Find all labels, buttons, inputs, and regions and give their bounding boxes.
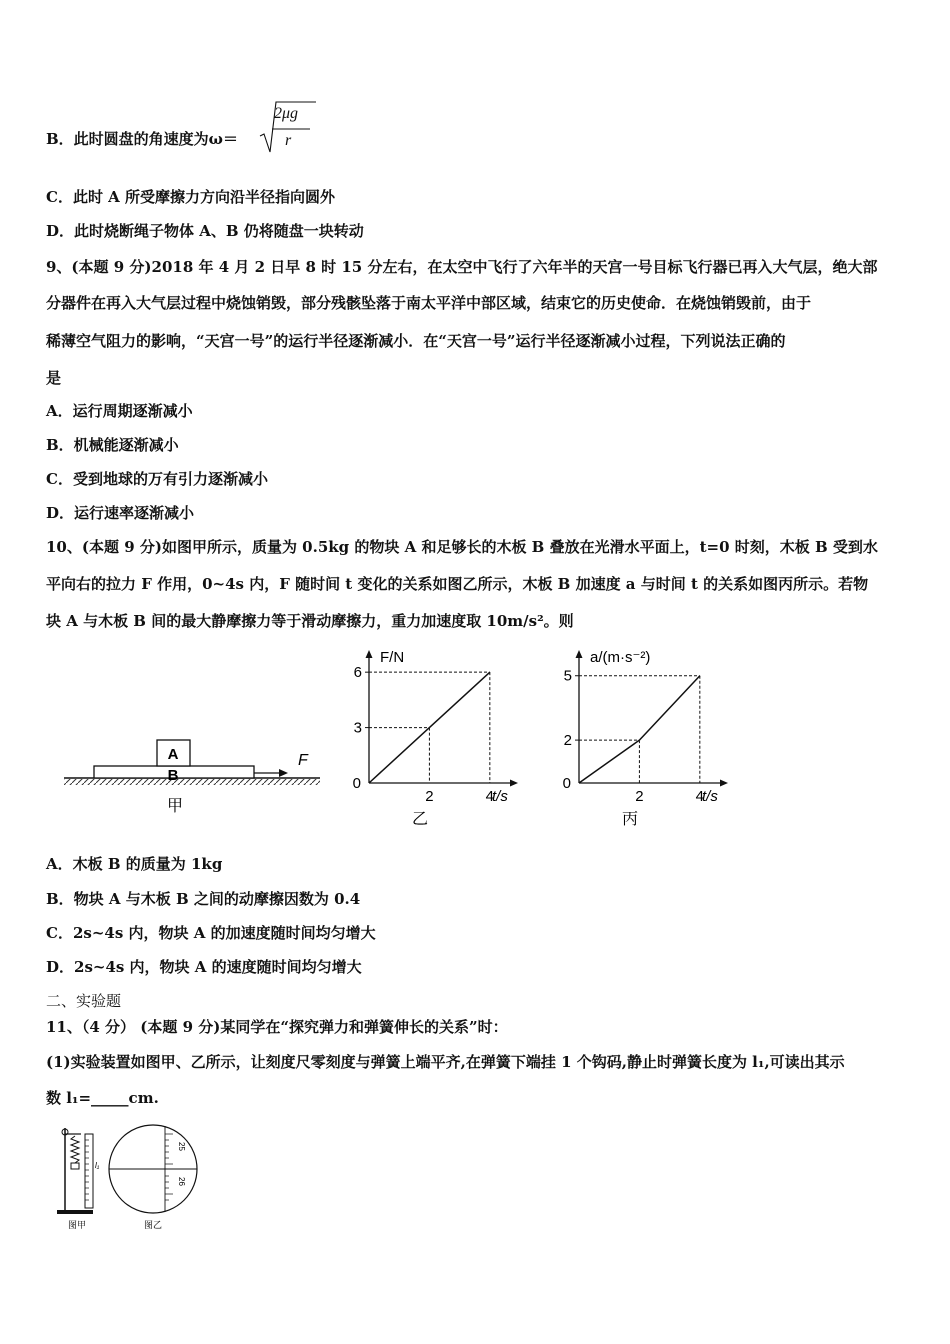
ruler-ticks — [85, 1140, 89, 1200]
chart-bing-origin: 0 — [562, 775, 571, 792]
spring — [71, 1136, 79, 1163]
q9-stem-line4: 是 — [46, 369, 62, 387]
magnifier-scale-26: 26 — [177, 1177, 186, 1186]
force-arrowhead — [279, 769, 288, 777]
chart-bing-ytick-label-5: 5 — [563, 667, 572, 685]
q8-option-d: D．此时烧断绳子物体 A、B 仍将随盘一块转动 — [46, 222, 364, 240]
section-title-experiment: 二、实验题 — [46, 992, 122, 1010]
q9-stem-line1: 9、(本题 9 分)2018 年 4 月 2 日早 8 时 15 分左右，在太空中飞行了六年半的天宫一号目标飞行器已再入大气层，绝大部 — [46, 258, 878, 276]
q9-option-a: A．运行周期逐渐减小 — [46, 402, 193, 420]
chart-yi-xtick-label-2: 2 — [425, 788, 434, 805]
q10-stem-line3: 块 A 与木板 B 间的最大静摩擦力等于滑动摩擦力，重力加速度取 10m/s²。则 — [46, 612, 574, 630]
chart-bing-series-segment-1 — [579, 740, 639, 783]
ground-hatch — [64, 779, 320, 785]
chart-yi-ytick-label-6: 6 — [353, 664, 362, 682]
fig-label-jia: 图甲 — [67, 1220, 87, 1230]
chart-yi-f-vs-t — [340, 640, 540, 830]
chart-yi-origin: 0 — [352, 775, 361, 792]
stand-base — [57, 1210, 93, 1214]
board-b-label: B — [167, 767, 179, 784]
chart-bing-xlabel: t/s — [702, 788, 718, 805]
force-label: F — [298, 752, 308, 769]
q10-option-a: A．木板 B 的质量为 1kg — [46, 855, 223, 873]
chart-bing-y-arrow — [576, 650, 583, 658]
chart-bing-ylabel: a/(m·s⁻²) — [590, 649, 651, 666]
q9-option-d: D．运行速率逐渐减小 — [46, 504, 195, 522]
chart-yi-ylabel: F/N — [380, 649, 405, 666]
q9-stem-line2: 分器件在再入大气层过程中烧蚀销毁，部分残骸坠落于南太平洋中部区域，结束它的历史使命．在烧蚀销毁前，由于 — [46, 294, 812, 312]
q10-option-d: D．2s~4s 内，物块 A 的速度随时间均匀增大 — [46, 958, 362, 976]
q10-option-c: C．2s~4s 内，物块 A 的加速度随时间均匀增大 — [46, 924, 376, 942]
q8-option-b — [46, 128, 238, 149]
fig-label-yi: 图乙 — [143, 1220, 163, 1230]
q8-option-b-text: B．此时圆盘的角速度为ω＝ — [46, 130, 238, 148]
chart-yi-x-arrow — [510, 780, 518, 787]
chart-yi-xlabel: t/s — [492, 788, 508, 805]
q9-option-b: B．机械能逐渐减小 — [46, 436, 179, 454]
chart-yi-series-segment-1 — [369, 728, 429, 783]
magnifier-scale-25: 25 — [177, 1142, 186, 1151]
q8-sqrt-numerator: 2μg — [274, 105, 299, 122]
vertical-ruler — [85, 1134, 93, 1208]
chart-bing-caption: 丙 — [621, 811, 639, 828]
q8-option-c: C．此时 A 所受摩擦力方向沿半径指向圆外 — [46, 188, 336, 206]
magnifier-ticks — [165, 1134, 173, 1200]
q8-sqrt-denominator: r — [285, 132, 292, 149]
chart-yi-series-segment-2 — [429, 672, 489, 727]
chart-yi-y-arrow — [366, 650, 373, 658]
chart-bing-a-vs-t — [550, 640, 750, 830]
q11-stem-line3: 数 l₁=_____cm. — [46, 1089, 159, 1107]
q10-stem-line1: 10、(本题 9 分)如图甲所示，质量为 0.5kg 的物块 A 和足够长的木板 B 叠放在光滑水平面上，t=0 时刻，木板 B 受到水 — [46, 538, 878, 556]
figure-jia-caption: 甲 — [166, 798, 184, 815]
chart-yi-ytick-label-3: 3 — [353, 719, 362, 737]
figure-jia — [60, 735, 330, 820]
chart-yi-xtick-label-4: 4 — [485, 788, 495, 805]
figure-spring-apparatus — [55, 1122, 215, 1232]
chart-yi-caption: 乙 — [411, 811, 429, 828]
q9-stem-line3: 稀薄空气阻力的影响，“天宫一号”的运行半径逐渐减小．在“天宫一号”运行半径逐渐减小过程，下列说法正确的 — [46, 332, 786, 350]
q8-sqrt-formula — [258, 98, 318, 158]
chart-bing-series-segment-2 — [639, 676, 699, 740]
q10-stem-line2: 平向右的拉力 F 作用，0~4s 内，F 随时间 t 变化的关系如图乙所示，木板 B 加速度 a 与时间 t 的关系如图丙所示。若物 — [46, 575, 869, 593]
q11-stem-line1: 11、（4 分） (本题 9 分)某同学在“探究弹力和弹簧伸长的关系”时： — [46, 1018, 508, 1036]
chart-bing-x-arrow — [720, 780, 728, 787]
block-a-label: A — [167, 746, 179, 763]
scale-label-l1: l₁ — [95, 1161, 100, 1170]
chart-bing-xtick-label-2: 2 — [635, 788, 644, 805]
q9-option-c: C．受到地球的万有引力逐渐减小 — [46, 470, 268, 488]
hook-weight — [71, 1163, 79, 1169]
chart-bing-ytick-label-2: 2 — [563, 732, 572, 750]
q11-stem-line2: (1)实验装置如图甲、乙所示，让刻度尺零刻度与弹簧上端平齐,在弹簧下端挂 1 个钩码,静止时弹簧长度为 l₁,可读出其示 — [46, 1053, 845, 1071]
q10-option-b: B．物块 A 与木板 B 之间的动摩擦因数为 0.4 — [46, 890, 361, 908]
chart-bing-xtick-label-4: 4 — [695, 788, 705, 805]
